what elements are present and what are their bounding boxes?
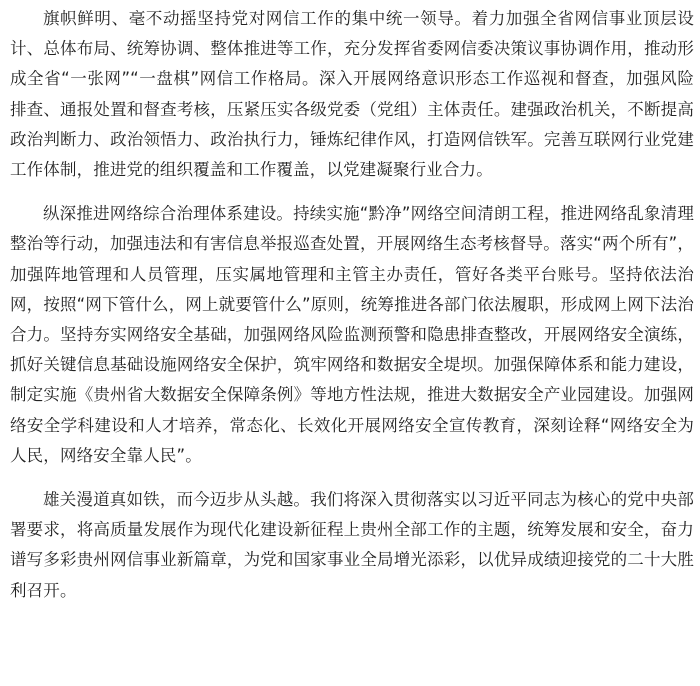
article-paragraph-1: 旗帜鲜明、毫不动摇坚持党对网信工作的集中统一领导。着力加强全省网信事业顶层设计、总体布局、统筹协调、整体推进等工作，充分发挥省委网信委决策议事协调作用，推动形成全省“一张网”“一盘棋”网信工作格局。深入开展网络意识形态工作巡视和督查，加强风险排查、通报处置和督查考核，压紧压实各级党委（党组）主体责任。建强政治机关，不断提高政治判断力、政治领悟力、政治执行力，锤炼纪律作风，打造网信铁军。完善互联网行业党建工作体制，推进党的组织覆盖和工作覆盖，以党建凝聚行业合力。 <box>10 9 694 180</box>
article-paragraph-3: 雄关漫道真如铁，而今迈步从头越。我们将深入贯彻落实以习近平同志为核心的党中央部署要求，将高质量发展作为现代化建设新征程上贵州全部工作的主题，统筹发展和安全，奋力谱写多彩贵州网信事业新篇章，为党和国家事业全局增光添彩，以优异成绩迎接党的二十大胜利召开。 <box>10 490 694 600</box>
article-paragraph-2: 纵深推进网络综合治理体系建设。持续实施“黔净”网络空间清朗工程，推进网络乱象清理整治等行动，加强违法和有害信息举报巡查处置，开展网络生态考核督导。落实“两个所有”，加强阵地管理和人员管理，压实属地管理和主管主办责任，管好各类平台账号。坚持依法治网，按照“网下管什么，网上就要管什么”原则，统筹推进各部门依法履职，形成网上网下法治合力。坚持夯实网络安全基础，加强网络风险监测预警和隐患排查整改，开展网络安全演练，抓好关键信息基础设施网络安全保护，筑牢网络和数据安全堤坝。加强保障体系和能力建设，制定实施《贵州省大数据安全保障条例》等地方性法规，推进大数据安全产业园建设。加强网络安全学科建设和人才培养，常态化、长效化开展网络安全宣传教育，深刻诠释“网络安全为人民，网络安全靠人民”。 <box>10 204 694 465</box>
